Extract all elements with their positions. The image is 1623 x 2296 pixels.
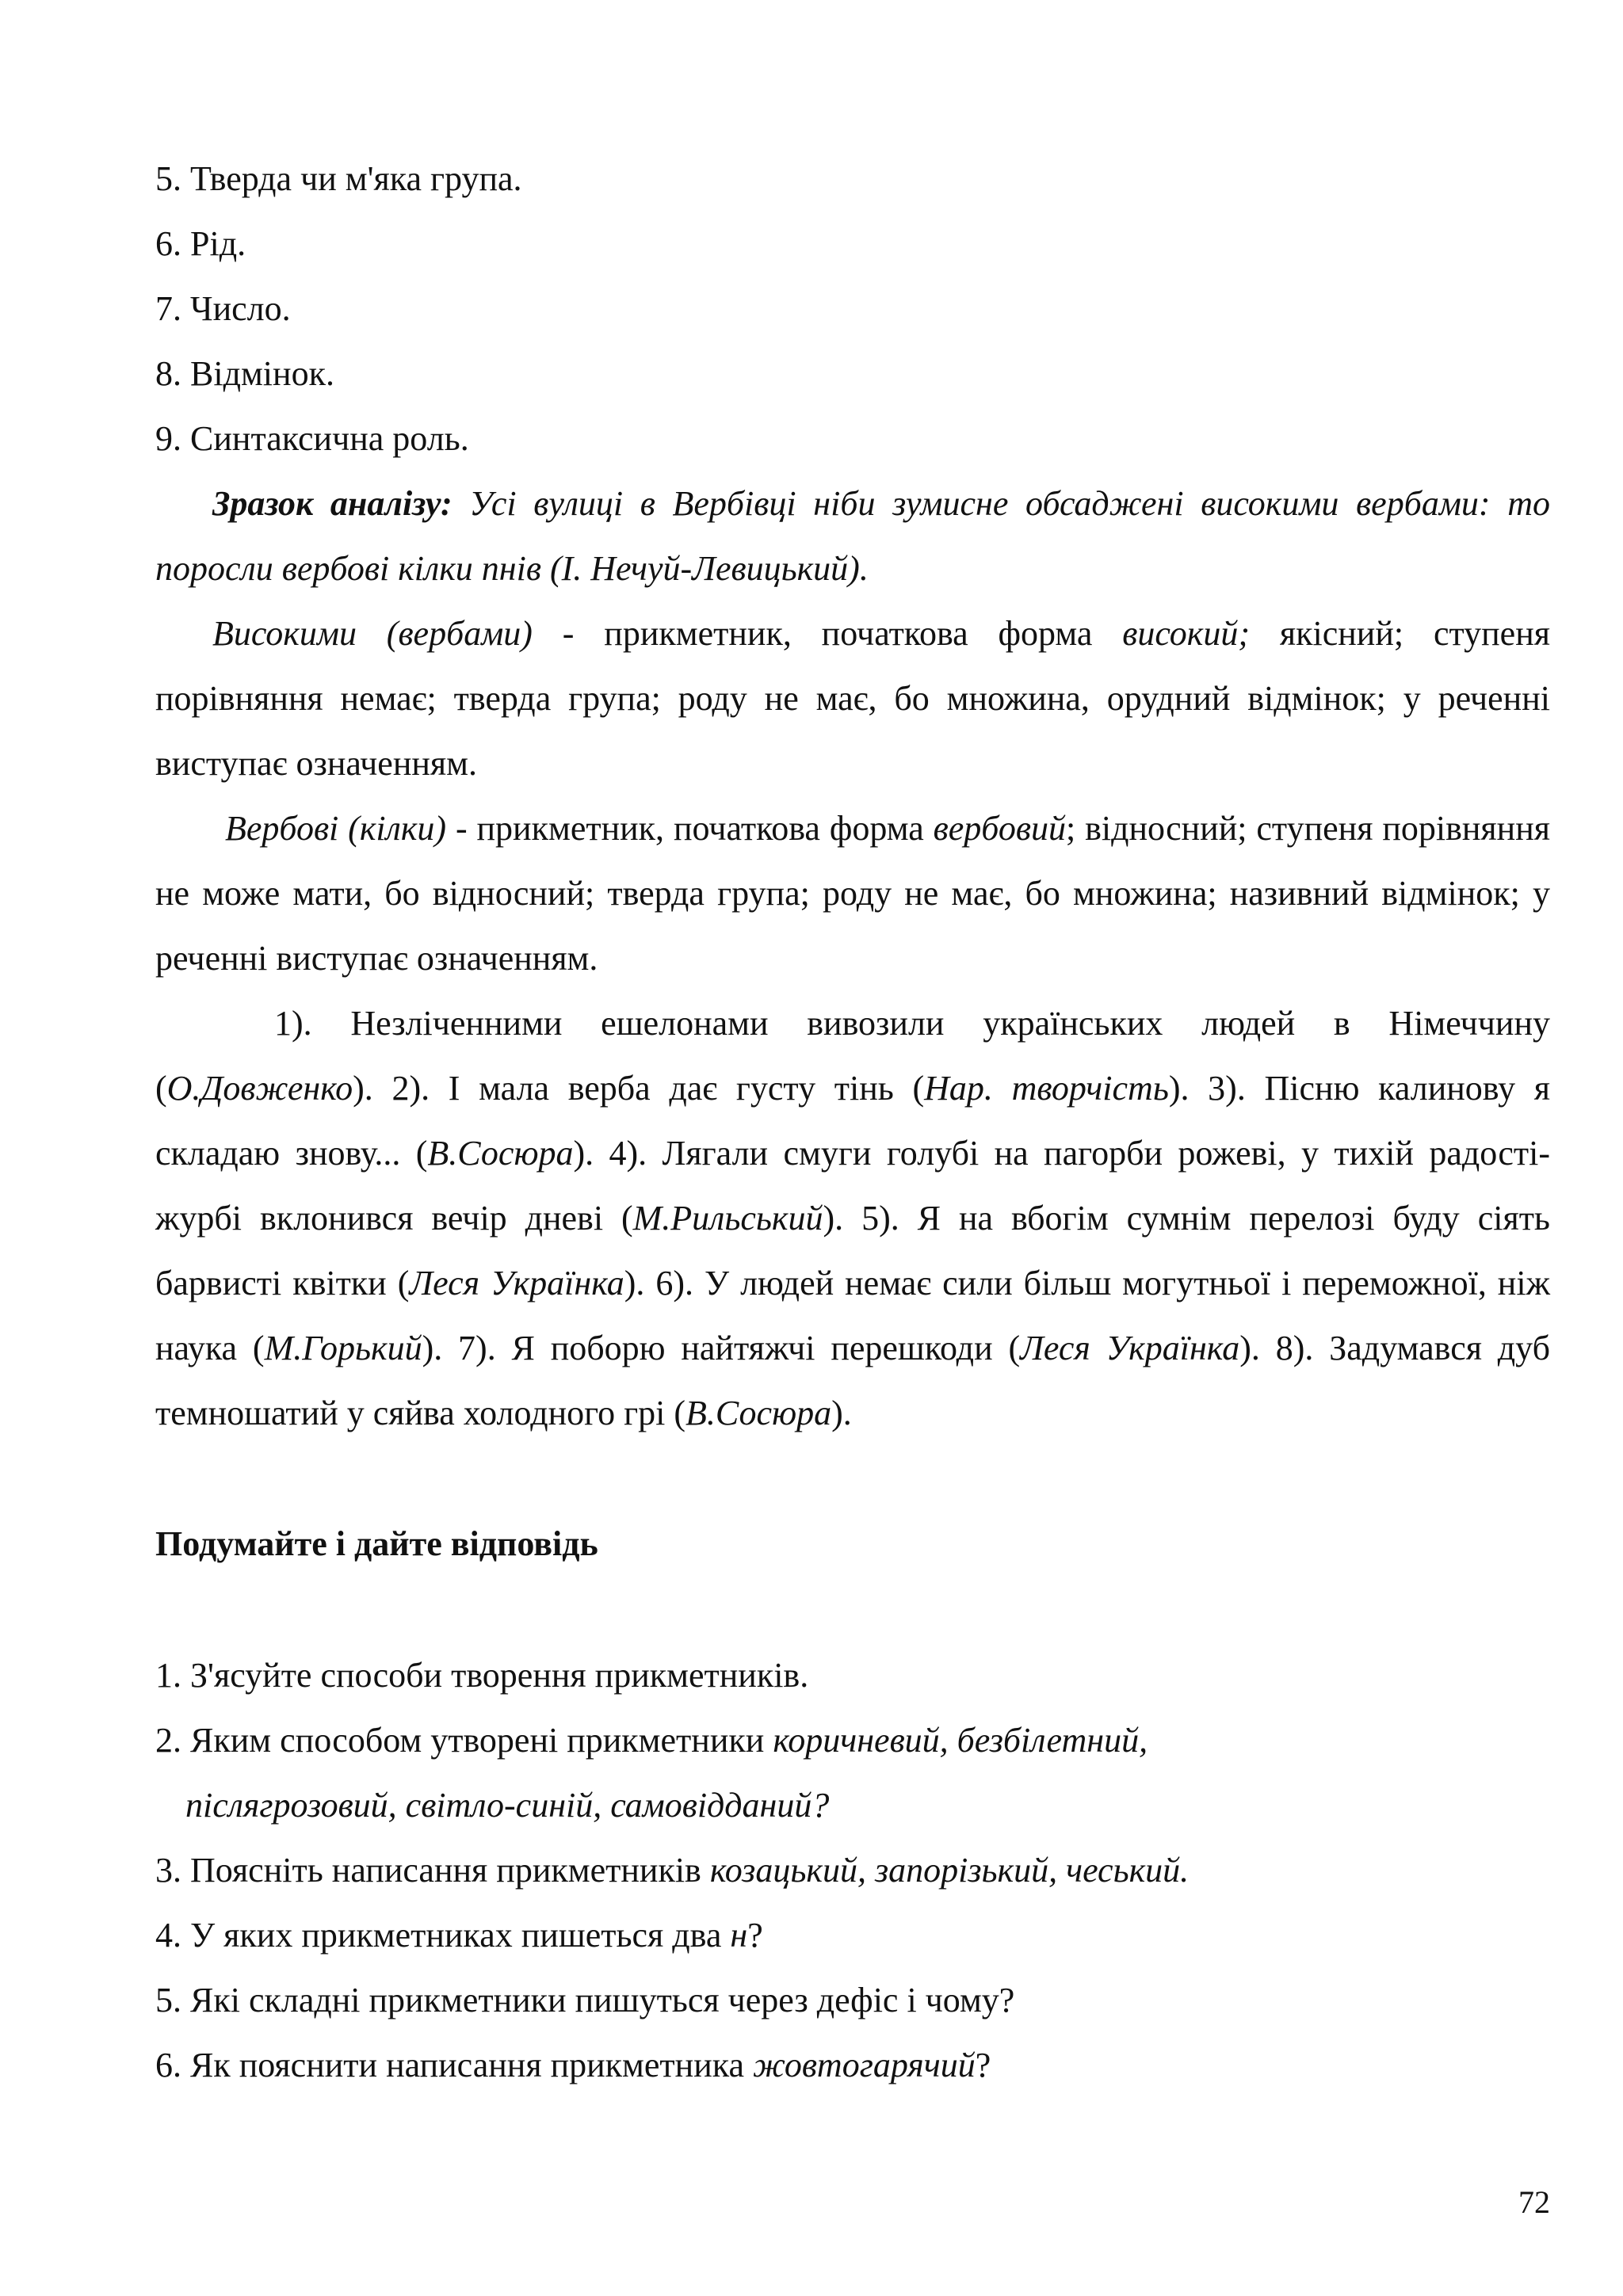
section-heading: Подумайте і дайте відповідь — [155, 1524, 598, 1563]
list-item: 6. Рід. — [155, 224, 246, 263]
author: В.Сосюра — [427, 1134, 574, 1173]
questions-list — [155, 1643, 1550, 2098]
list-item: 9. Синтаксична роль. — [155, 419, 469, 458]
author: М.Рильський — [632, 1199, 823, 1238]
author: М.Горький — [264, 1329, 422, 1367]
question-item-continuation: післягрозовий, світло-синій, самовідданий? — [185, 1786, 830, 1825]
question-item: 6. Як пояснити написання прикметника жовтогарячий? — [155, 2046, 991, 2084]
sample-label: Зразок аналізу: — [212, 484, 453, 523]
sample-text: Усі вулиці в Вербівці ніби зумисне обсаджені високими вербами: то поросли вербові кілки пнів (І. Нечуй-Левицький). — [155, 484, 1550, 588]
analysis-plan-list — [155, 147, 1550, 471]
analysis-paragraph-2: Вербові (кілки) - прикметник, початкова форма вербовий; відносний; ступеня порівняння не може мати, бо відносний; тверда група; роду не має, бо множина; називний відмінок; у реченні виступає означенням. — [155, 809, 1550, 978]
author: О.Довженко — [166, 1069, 353, 1108]
list-item: 7. Число. — [155, 289, 291, 328]
page-number: 72 — [1518, 2184, 1550, 2220]
analysis-paragraph-1: Високими (вербами) - прикметник, початкова форма високий; якісний; ступеня порівняння немає; тверда група; роду не має, бо множина, орудний відмінок; у реченні виступає означенням. — [155, 614, 1550, 783]
sample-paragraph — [155, 471, 1550, 601]
question-item: 1. З'ясуйте способи творення прикметників. — [155, 1656, 809, 1695]
exercise-paragraph: 1). Незліченними ешелонами вивозили українських людей в Німеччину (О.Довженко). 2). І мала верба дає густу тінь (Нар. творчість). 3). Пісню калинову я складаю знову... (В.Сосюра). 4). Лягали смуги голубі на пагорби рожеві, у тихій радості-журбі вклонився вечір дневі (М.Рильський). 5). Я на вбогім сумнім перелозі буду сіять барвисті квітки (Леся Українка). 6). У людей немає сили більш могутньої і переможної, ніж наука (М.Горький). 7). Я поборю найтяжчі перешкоди (Леся Українка). 8). Задумався дуб темношатий у сяйва холодного грі (В.Сосюра). — [155, 1004, 1550, 1432]
question-item: 3. Поясніть написання прикметників козацький, запорізький, чеський. — [155, 1851, 1190, 1890]
question-item: 2. Яким способом утворені прикметники коричневий, безбілетний, — [155, 1721, 1148, 1760]
author: Леся Українка — [409, 1264, 624, 1302]
analysis-form: вербовий — [933, 809, 1066, 848]
question-item: 5. Які складні прикметники пишуться через дефіс і чому? — [155, 1981, 1015, 2019]
analysis-word: Високими (вербами) — [212, 614, 533, 653]
document-page — [155, 147, 1550, 2098]
analysis-word: Вербові (кілки) — [225, 809, 447, 848]
author: Леся Українка — [1020, 1329, 1240, 1367]
analysis-form: високий; — [1122, 614, 1251, 653]
question-item: 4. У яких прикметниках пишеться два н? — [155, 1916, 763, 1955]
author: В.Сосюра — [685, 1394, 832, 1432]
author: Нар. творчість — [924, 1069, 1169, 1108]
list-item: 8. Відмінок. — [155, 354, 334, 393]
list-item: 5. Тверда чи м'яка група. — [155, 159, 522, 198]
